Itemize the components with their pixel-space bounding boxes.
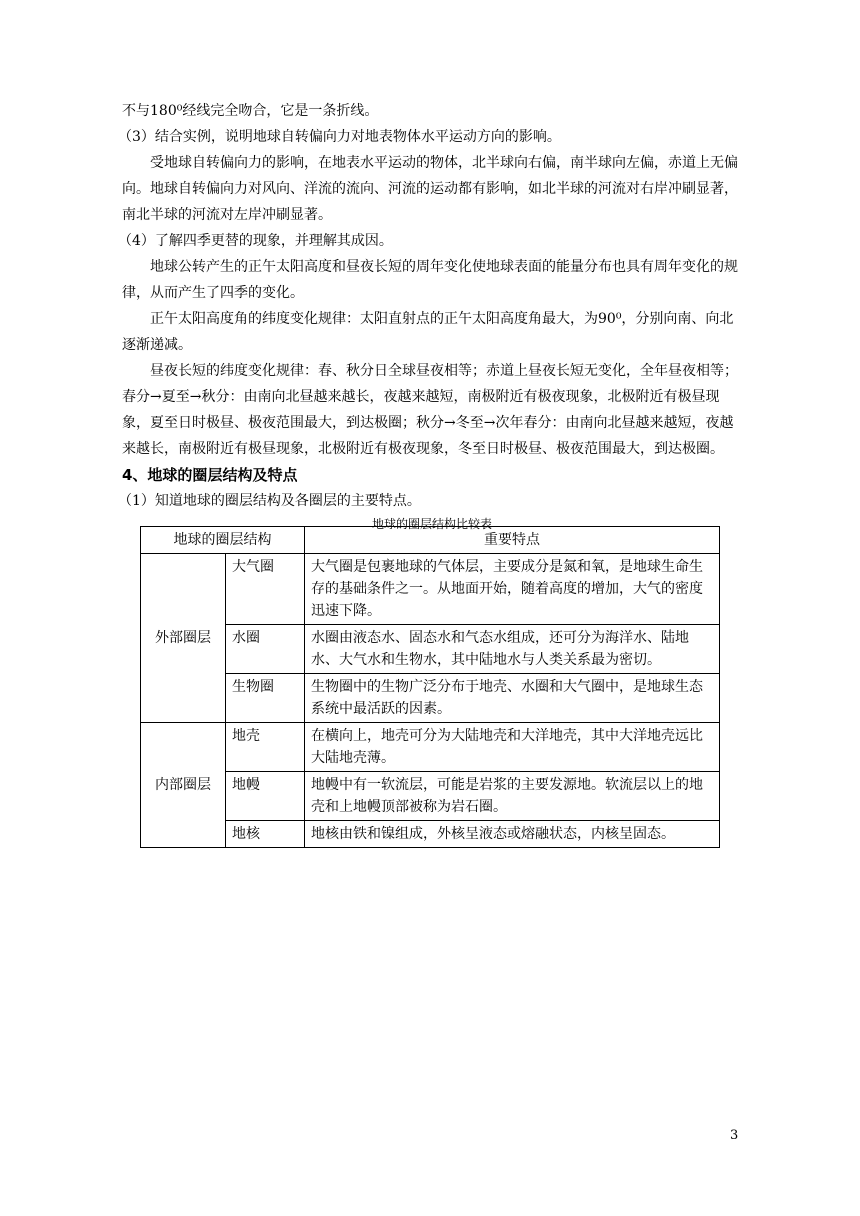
- paragraph-seasons: 地球公转产生的正午太阳高度和昼夜长短的周年变化使地球表面的能量分布也具有周年变化的规律，从而产生了四季的变化。: [122, 259, 738, 301]
- page-number: 3: [730, 1128, 739, 1143]
- table-row: [141, 821, 720, 848]
- layer-name: 地壳: [226, 723, 305, 772]
- paragraph-continuation: 不与180⁰经线完全吻合，它是一条折线。: [122, 103, 379, 119]
- table-row: [141, 674, 720, 723]
- table-row: [141, 772, 720, 821]
- paragraph-solar-altitude: 正午太阳高度角的纬度变化规律：太阳直射点的正午太阳高度角最大，为90⁰，分别向南、向北逐渐递减。: [122, 311, 734, 353]
- body-text: [118, 98, 742, 534]
- layer-name: 生物圈: [226, 674, 305, 723]
- layer-feature: 在横向上，地壳可分为大陆地壳和大洋地壳，其中大洋地壳远比大陆地壳薄。: [305, 723, 720, 772]
- paragraph-coriolis: 受地球自转偏向力的影响，在地表水平运动的物体，北半球向右偏，南半球向左偏，赤道上无偏向。地球自转偏向力对风向、洋流的流向、河流的运动都有影响，如北半球的河流对右岸冲刷显著，南北半球的河流对左岸冲刷显著。: [122, 155, 738, 223]
- layer-feature: 地幔中有一软流层，可能是岩浆的主要发源地。软流层以上的地壳和上地幔顶部被称为岩石圈。: [305, 772, 720, 821]
- subheading-1: （1）知道地球的圈层结构及各圈层的主要特点。: [118, 493, 421, 509]
- table-caption: 地球的圈层结构比较表: [371, 517, 492, 531]
- subheading-3: （3）结合实例，说明地球自转偏向力对地表物体水平运动方向的影响。: [118, 129, 561, 145]
- layer-feature: 地核由铁和镍组成，外核呈液态或熔融状态，内核呈固态。: [305, 821, 720, 848]
- group-outer: 外部圈层: [141, 554, 226, 723]
- layer-name: 地核: [226, 821, 305, 848]
- layer-feature: 大气圈是包裹地球的气体层，主要成分是氮和氧，是地球生命生存的基础条件之一。从地面开始，随着高度的增加，大气的密度迅速下降。: [305, 554, 720, 625]
- header-features: 重要特点: [305, 527, 720, 554]
- table-row: [141, 625, 720, 674]
- paragraph-day-length: 昼夜长短的纬度变化规律：春、秋分日全球昼夜相等；赤道上昼夜长短无变化，全年昼夜相等；春分→夏至→秋分：由南向北昼越来越长，夜越来越短，南极附近有极夜现象，北极附近有极昼现象，夏至日时极昼、极夜范围最大，到达极圈；秋分→冬至→次年春分：由南向北昼越来越短，夜越来越长，南极附近有极昼现象，北极附近有极夜现象，冬至日时极昼、极夜范围最大，到达极圈。: [122, 363, 738, 457]
- layer-feature: 水圈由液态水、固态水和气态水组成，还可分为海洋水、陆地水、大气水和生物水，其中陆地水与人类关系最为密切。: [305, 625, 720, 674]
- group-inner: 内部圈层: [141, 723, 226, 848]
- header-structure: 地球的圈层结构: [141, 527, 305, 554]
- section-heading: 4、地球的圈层结构及特点: [122, 466, 298, 484]
- layer-name: 地幔: [226, 772, 305, 821]
- table-row: [141, 723, 720, 772]
- layer-name: 大气圈: [226, 554, 305, 625]
- subheading-4: （4）了解四季更替的现象，并理解其成因。: [118, 233, 393, 249]
- layer-feature: 生物圈中的生物广泛分布于地壳、水圈和大气圈中，是地球生态系统中最活跃的因素。: [305, 674, 720, 723]
- layer-name: 水圈: [226, 625, 305, 674]
- table-header-row: [141, 527, 720, 554]
- table-row: [141, 554, 720, 625]
- layers-table: [140, 526, 720, 848]
